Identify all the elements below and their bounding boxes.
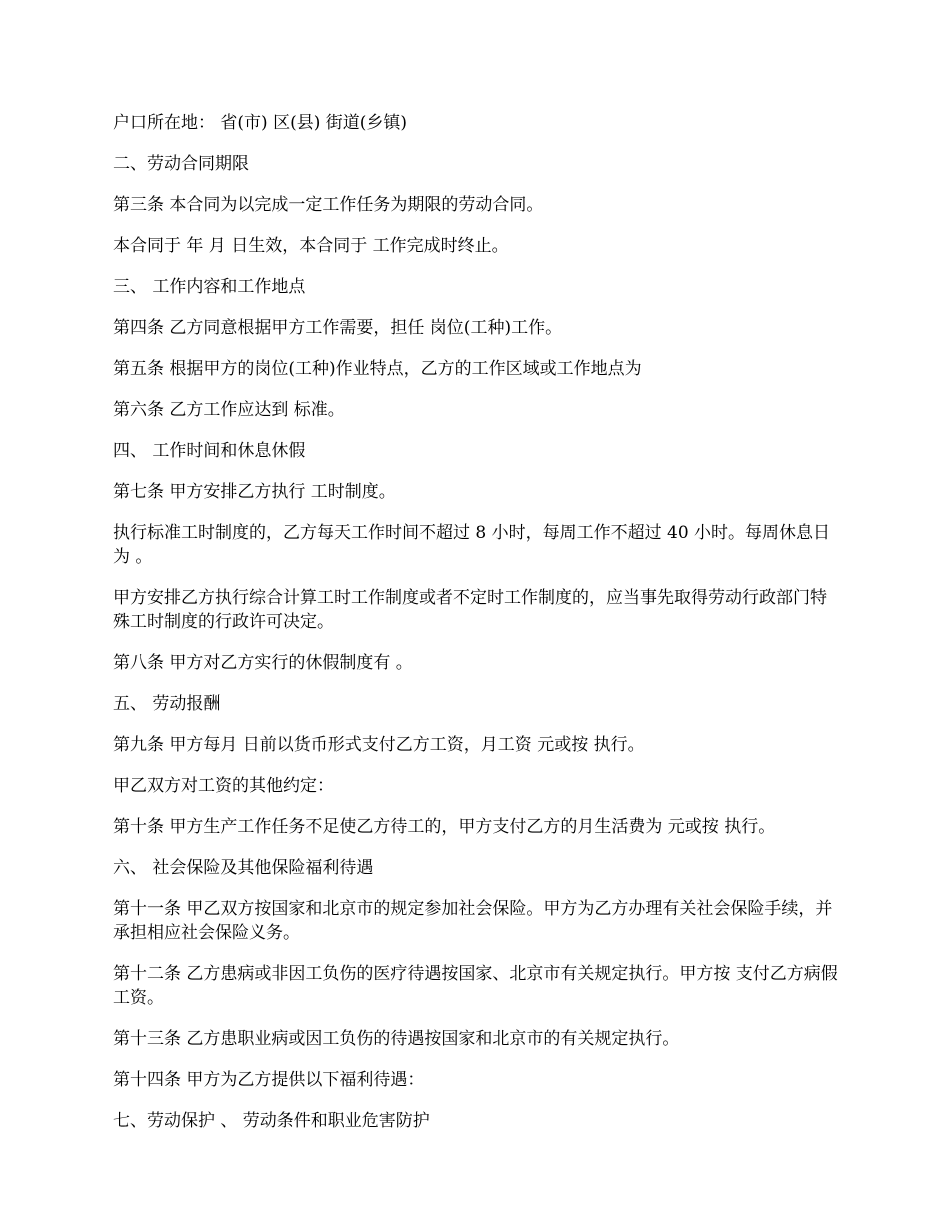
article-14: 第十四条 甲方为乙方提供以下福利待遇： [113,1070,425,1090]
paragraph-special-hours: 甲方安排乙方执行综合计算工时工作制度或者不定时工作制度的，应当事先取得劳动行政部门特殊工时制度的行政许可决定。 [113,588,827,632]
section-heading-work-hours: 四、 工作时间和休息休假 [113,441,306,461]
paragraph-standard-hours: 执行标准工时制度的，乙方每天工作时间不超过 8 小时，每周工作不超过 40 小时。每周休息日为 。 [113,523,831,567]
paragraph-other-wage-terms: 甲乙双方对工资的其他约定： [113,776,334,796]
article-7: 第七条 甲方安排乙方执行 工时制度。 [113,482,396,502]
article-9: 第九条 甲方每月 日前以货币形式支付乙方工资，月工资 元或按 执行。 [113,735,645,755]
section-heading-social-insurance: 六、 社会保险及其他保险福利待遇 [113,858,374,878]
section-heading-labor-protection: 七、劳动保护 、 劳动条件和职业危害防护 [113,1111,430,1131]
paragraph-residence: 户口所在地： 省(市) 区(县) 街道(乡镇) [113,113,408,133]
article-4: 第四条 乙方同意根据甲方工作需要，担任 岗位(工种)工作。 [113,318,563,338]
section-heading-work-content: 三、 工作内容和工作地点 [113,277,306,297]
article-8: 第八条 甲方对乙方实行的休假制度有 。 [113,653,413,673]
article-10: 第十条 甲方生产工作任务不足使乙方待工的，甲方支付乙方的月生活费为 元或按 执行。 [113,817,776,837]
article-13: 第十三条 乙方患职业病或因工负伤的待遇按国家和北京市的有关规定执行。 [113,1029,680,1049]
article-11: 第十一条 甲乙双方按国家和北京市的规定参加社会保险。甲方为乙方办理有关社会保险手续，并承担相应社会保险义务。 [113,899,833,943]
document-body [113,111,843,1150]
article-5: 第五条 根据甲方的岗位(工种)作业特点，乙方的工作区域或工作地点为 [113,359,642,379]
section-heading-contract-term: 二、劳动合同期限 [113,154,249,174]
paragraph-effective-date: 本合同于 年 月 日生效，本合同于 工作完成时终止。 [113,236,509,256]
article-12: 第十二条 乙方患病或非因工负伤的医疗待遇按国家、北京市有关规定执行。甲方按 支付乙方病假工资。 [113,964,838,1008]
section-heading-remuneration: 五、 劳动报酬 [113,694,221,714]
article-3: 第三条 本合同为以完成一定工作任务为期限的劳动合同。 [113,195,544,215]
article-6: 第六条 乙方工作应达到 标准。 [113,400,345,420]
